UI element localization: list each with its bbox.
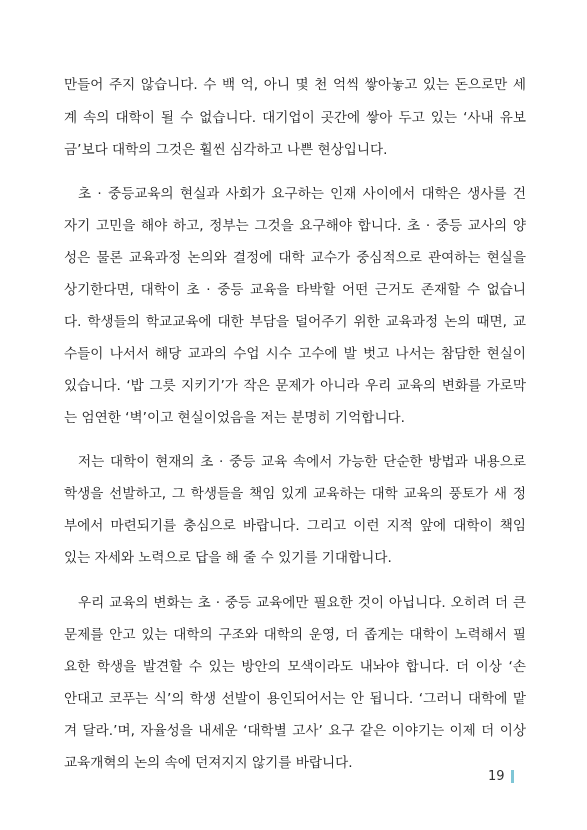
paragraph-2-line-8: 는 엄연한 ‘벽’이고 현실이었음을 저는 분명히 기억합니다.: [64, 410, 405, 426]
paragraph-2-line-5: 다. 학생들의 학교교육에 대한 부담을 덜어주기 위한 교육과정 논의 때면, 교: [64, 314, 526, 330]
paragraph-4-line-6: 교육개혁의 논의 속에 던져지지 않기를 바랍니다.: [64, 755, 353, 771]
paragraph-4-line-3: 요한 학생을 발견할 수 있는 방안의 모색이라도 내놔야 합니다. 더 이상 ‘손: [64, 659, 526, 675]
paragraph-2-line-1: 초 · 중등교육의 현실과 사회가 요구하는 인재 사이에서 대학은 생사를 건: [78, 186, 526, 202]
paragraph-4-line-1: 우리 교육의 변화는 초 · 중등 교육에만 필요한 것이 아닙니다. 오히려 더 큰: [78, 595, 526, 611]
paragraph-1-line-3: 금’보다 대학의 그것은 훨씬 심각하고 나쁜 현상입니다.: [64, 142, 388, 158]
paragraph-4-line-4: 안대고 코푸는 식’의 학생 선발이 용인되어서는 안 됩니다. ‘그러니 대학에 맡: [64, 691, 526, 707]
paragraph-4-line-2: 문제를 안고 있는 대학의 구조와 대학의 운영, 더 좁게는 대학이 노력해서 필: [64, 627, 526, 643]
paragraph-3-line-3: 부에서 마련되기를 충심으로 바랍니다. 그리고 이런 지적 앞에 대학이 책임: [64, 518, 526, 534]
paragraph-2-line-2: 자기 고민을 해야 하고, 정부는 그것을 요구해야 합니다. 초 · 중등 교사의 양: [64, 218, 526, 234]
page-number: 19: [488, 769, 505, 784]
paragraph-4-line-5: 겨 달라.’며, 자율성을 내세운 ‘대학별 고사’ 요구 같은 이야기는 이제 더 이상: [64, 723, 526, 739]
paragraph-2-line-7: 있습니다. ‘밥 그릇 지키기’가 작은 문제가 아니라 우리 교육의 변화를 가로막: [64, 378, 526, 394]
paragraph-3-line-2: 학생을 선발하고, 그 학생들을 책임 있게 교육하는 대학 교육의 풍토가 새 정: [64, 486, 526, 502]
paragraph-1-line-1: 만들어 주지 않습니다. 수 백 억, 아니 몇 천 억씩 쌓아놓고 있는 돈으로만 세: [64, 77, 526, 93]
paragraph-3-line-4: 있는 자세와 노력으로 답을 해 줄 수 있기를 기대합니다.: [64, 550, 392, 566]
paragraph-2-line-4: 상기한다면, 대학이 초 · 중등 교육을 타박할 어떤 근거도 존재할 수 없습니: [64, 282, 526, 298]
paragraph-1-line-2: 계 속의 대학이 될 수 없습니다. 대기업이 곳간에 쌓아 두고 있는 ‘사내 유보: [64, 110, 526, 126]
paragraph-3-line-1: 저는 대학이 현재의 초 · 중등 교육 속에서 가능한 단순한 방법과 내용으로: [78, 454, 526, 470]
paragraph-2-line-3: 성은 물론 교육과정 논의와 결정에 대학 교수가 중심적으로 관여하는 현실을: [64, 250, 526, 266]
paragraph-2-line-6: 수들이 나서서 해당 교과의 수업 시수 고수에 발 벗고 나서는 참담한 현실이: [64, 346, 526, 362]
page-number-marker: [511, 770, 514, 783]
